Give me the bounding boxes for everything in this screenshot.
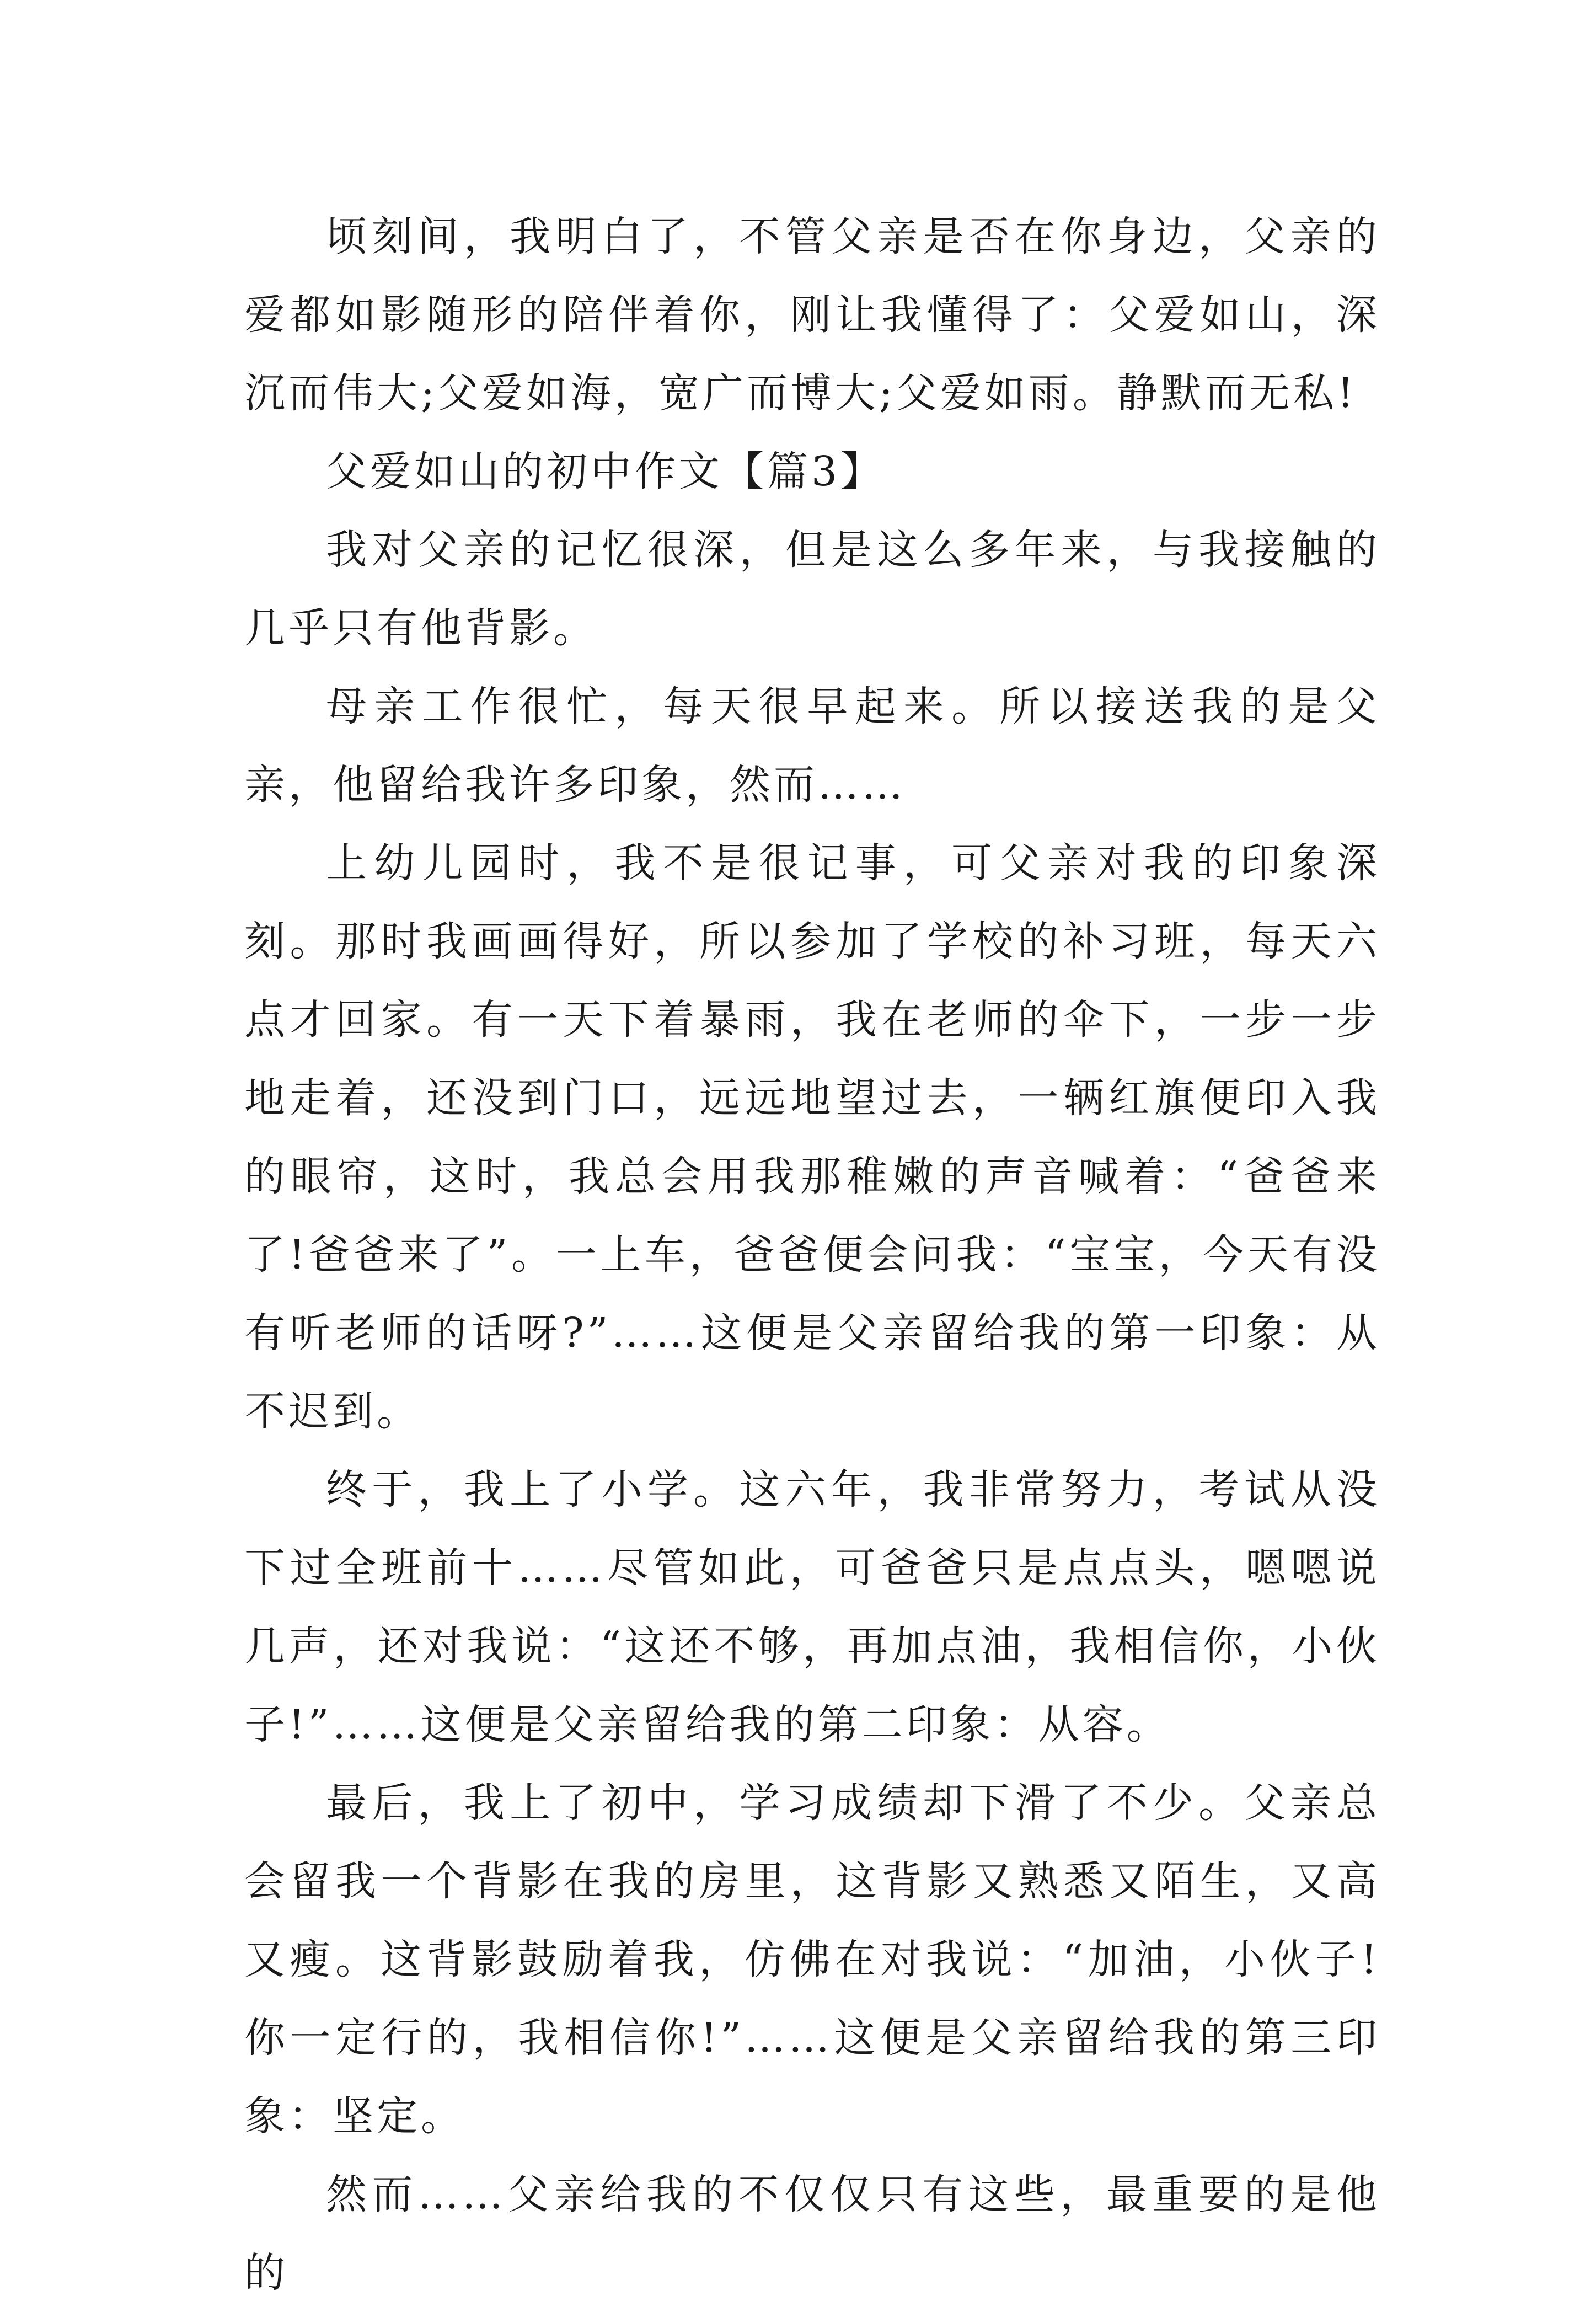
paragraph-memory: 我对父亲的记忆很深，但是这么多年来，与我接触的几乎只有他背影。 [244,526,1380,652]
paragraph-reflection: 顷刻间，我明白了，不管父亲是否在你身边，父亲的爱都如影随形的陪伴着你，刚让我懂得了：父爱如山，深沉而伟大;父爱如海，宽广而博大;父爱如雨。静默而无私! [244,213,1380,417]
paragraph-middle-school: 最后，我上了初中，学习成绩却下滑了不少。父亲总会留我一个背影在我的房里，这背影又熟悉又陌生，又高又瘦。这背影鼓励着我，仿佛在对我说：“加油，小伙子!你一定行的，我相信你!”……这便是父亲留给我的第三印象：坚定。 [244,1779,1380,2140]
paragraph-mother: 母亲工作很忙，每天很早起来。所以接送我的是父亲，他留给我许多印象，然而…… [244,683,1380,809]
section-heading: 父爱如山的初中作文【篇3】 [326,448,885,495]
essay-body [244,197,1380,2312]
paragraph-kindergarten: 上幼儿园时，我不是很记事，可父亲对我的印象深刻。那时我画画得好，所以参加了学校的补习班，每天六点才回家。有一天下着暴雨，我在老师的伞下，一步一步地走着，还没到门口，远远地望过去，一辆红旗便印入我的眼帘，这时，我总会用我那稚嫩的声音喊着：“爸爸来了!爸爸来了”。一上车，爸爸便会问我：“宝宝，今天有没有听老师的话呀?”……这便是父亲留给我的第一印象：从不迟到。 [244,839,1380,1435]
paragraph-primary-school: 终于，我上了小学。这六年，我非常努力，考试从没下过全班前十……尽管如此，可爸爸只是点点头，嗯嗯说几声，还对我说：“这还不够，再加点油，我相信你，小伙子!”……这便是父亲留给我的第二印象：从容。 [244,1466,1380,1748]
paragraph-closing: 然而……父亲给我的不仅仅只有这些，最重要的是他的 [244,2171,1380,2297]
